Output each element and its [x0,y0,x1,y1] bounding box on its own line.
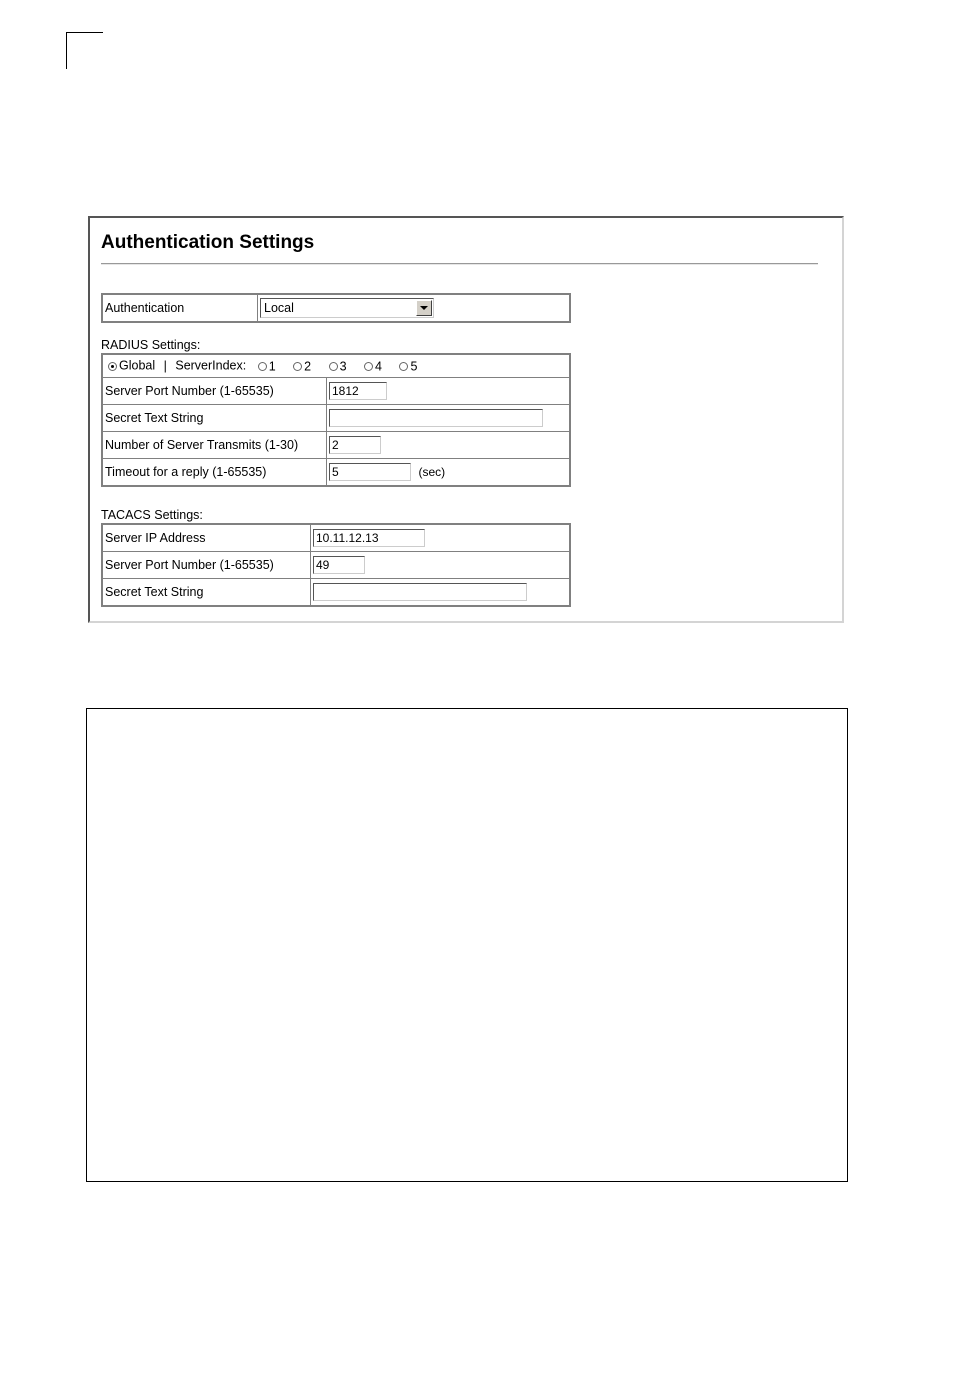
radio-server-index-1[interactable] [258,362,267,371]
page-title: Authentication Settings [101,232,315,253]
radius-port-input[interactable]: 1812 [329,382,387,400]
radio-global[interactable] [108,362,117,371]
tacacs-table [101,523,571,607]
radio-server-index-3[interactable] [329,362,338,371]
empty-content-box [86,708,848,1182]
radio-server-index-2[interactable] [293,362,302,371]
chevron-down-icon[interactable] [416,300,432,316]
tacacs-port-input[interactable]: 49 [313,556,365,574]
radius-transmits-label: Number of Server Transmits (1-30) [102,432,327,459]
radius-secret-input[interactable] [329,409,543,427]
authentication-label: Authentication [102,294,258,322]
server-index-label: ServerIndex: [175,359,247,374]
server-index-4-label: 4 [375,359,382,374]
tacacs-port-label: Server Port Number (1-65535) [102,552,311,579]
authentication-select-value: Local [264,301,294,315]
tacacs-secret-input[interactable] [313,583,527,601]
tacacs-ip-label: Server IP Address [102,524,311,552]
radius-table [101,353,571,487]
tacacs-secret-label: Secret Text String [102,579,311,607]
radius-section-label: RADIUS Settings: [101,338,201,352]
radius-timeout-label: Timeout for a reply (1-65535) [102,459,327,487]
radius-transmits-input[interactable]: 2 [329,436,381,454]
authentication-select[interactable] [260,298,434,318]
authentication-table [101,293,571,323]
server-index-1-label: 1 [268,359,276,374]
page-corner-mark [66,32,103,69]
radio-server-index-4[interactable] [364,362,373,371]
global-label: Global [119,359,156,374]
server-index-2-label: 2 [304,359,312,374]
separator: | [163,359,167,374]
server-index-3-label: 3 [339,359,347,374]
radio-server-index-5[interactable] [399,362,408,371]
title-divider [101,263,818,265]
tacacs-ip-input[interactable]: 10.11.12.13 [313,529,425,547]
radius-port-label: Server Port Number (1-65535) [102,378,327,405]
server-index-5-label: 5 [410,359,418,374]
timeout-unit: (sec) [418,465,446,479]
authentication-settings-panel [88,216,844,623]
tacacs-section-label: TACACS Settings: [101,508,203,522]
radius-server-selector [102,354,570,378]
radius-timeout-input[interactable]: 5 [329,463,411,481]
radius-secret-label: Secret Text String [102,405,327,432]
